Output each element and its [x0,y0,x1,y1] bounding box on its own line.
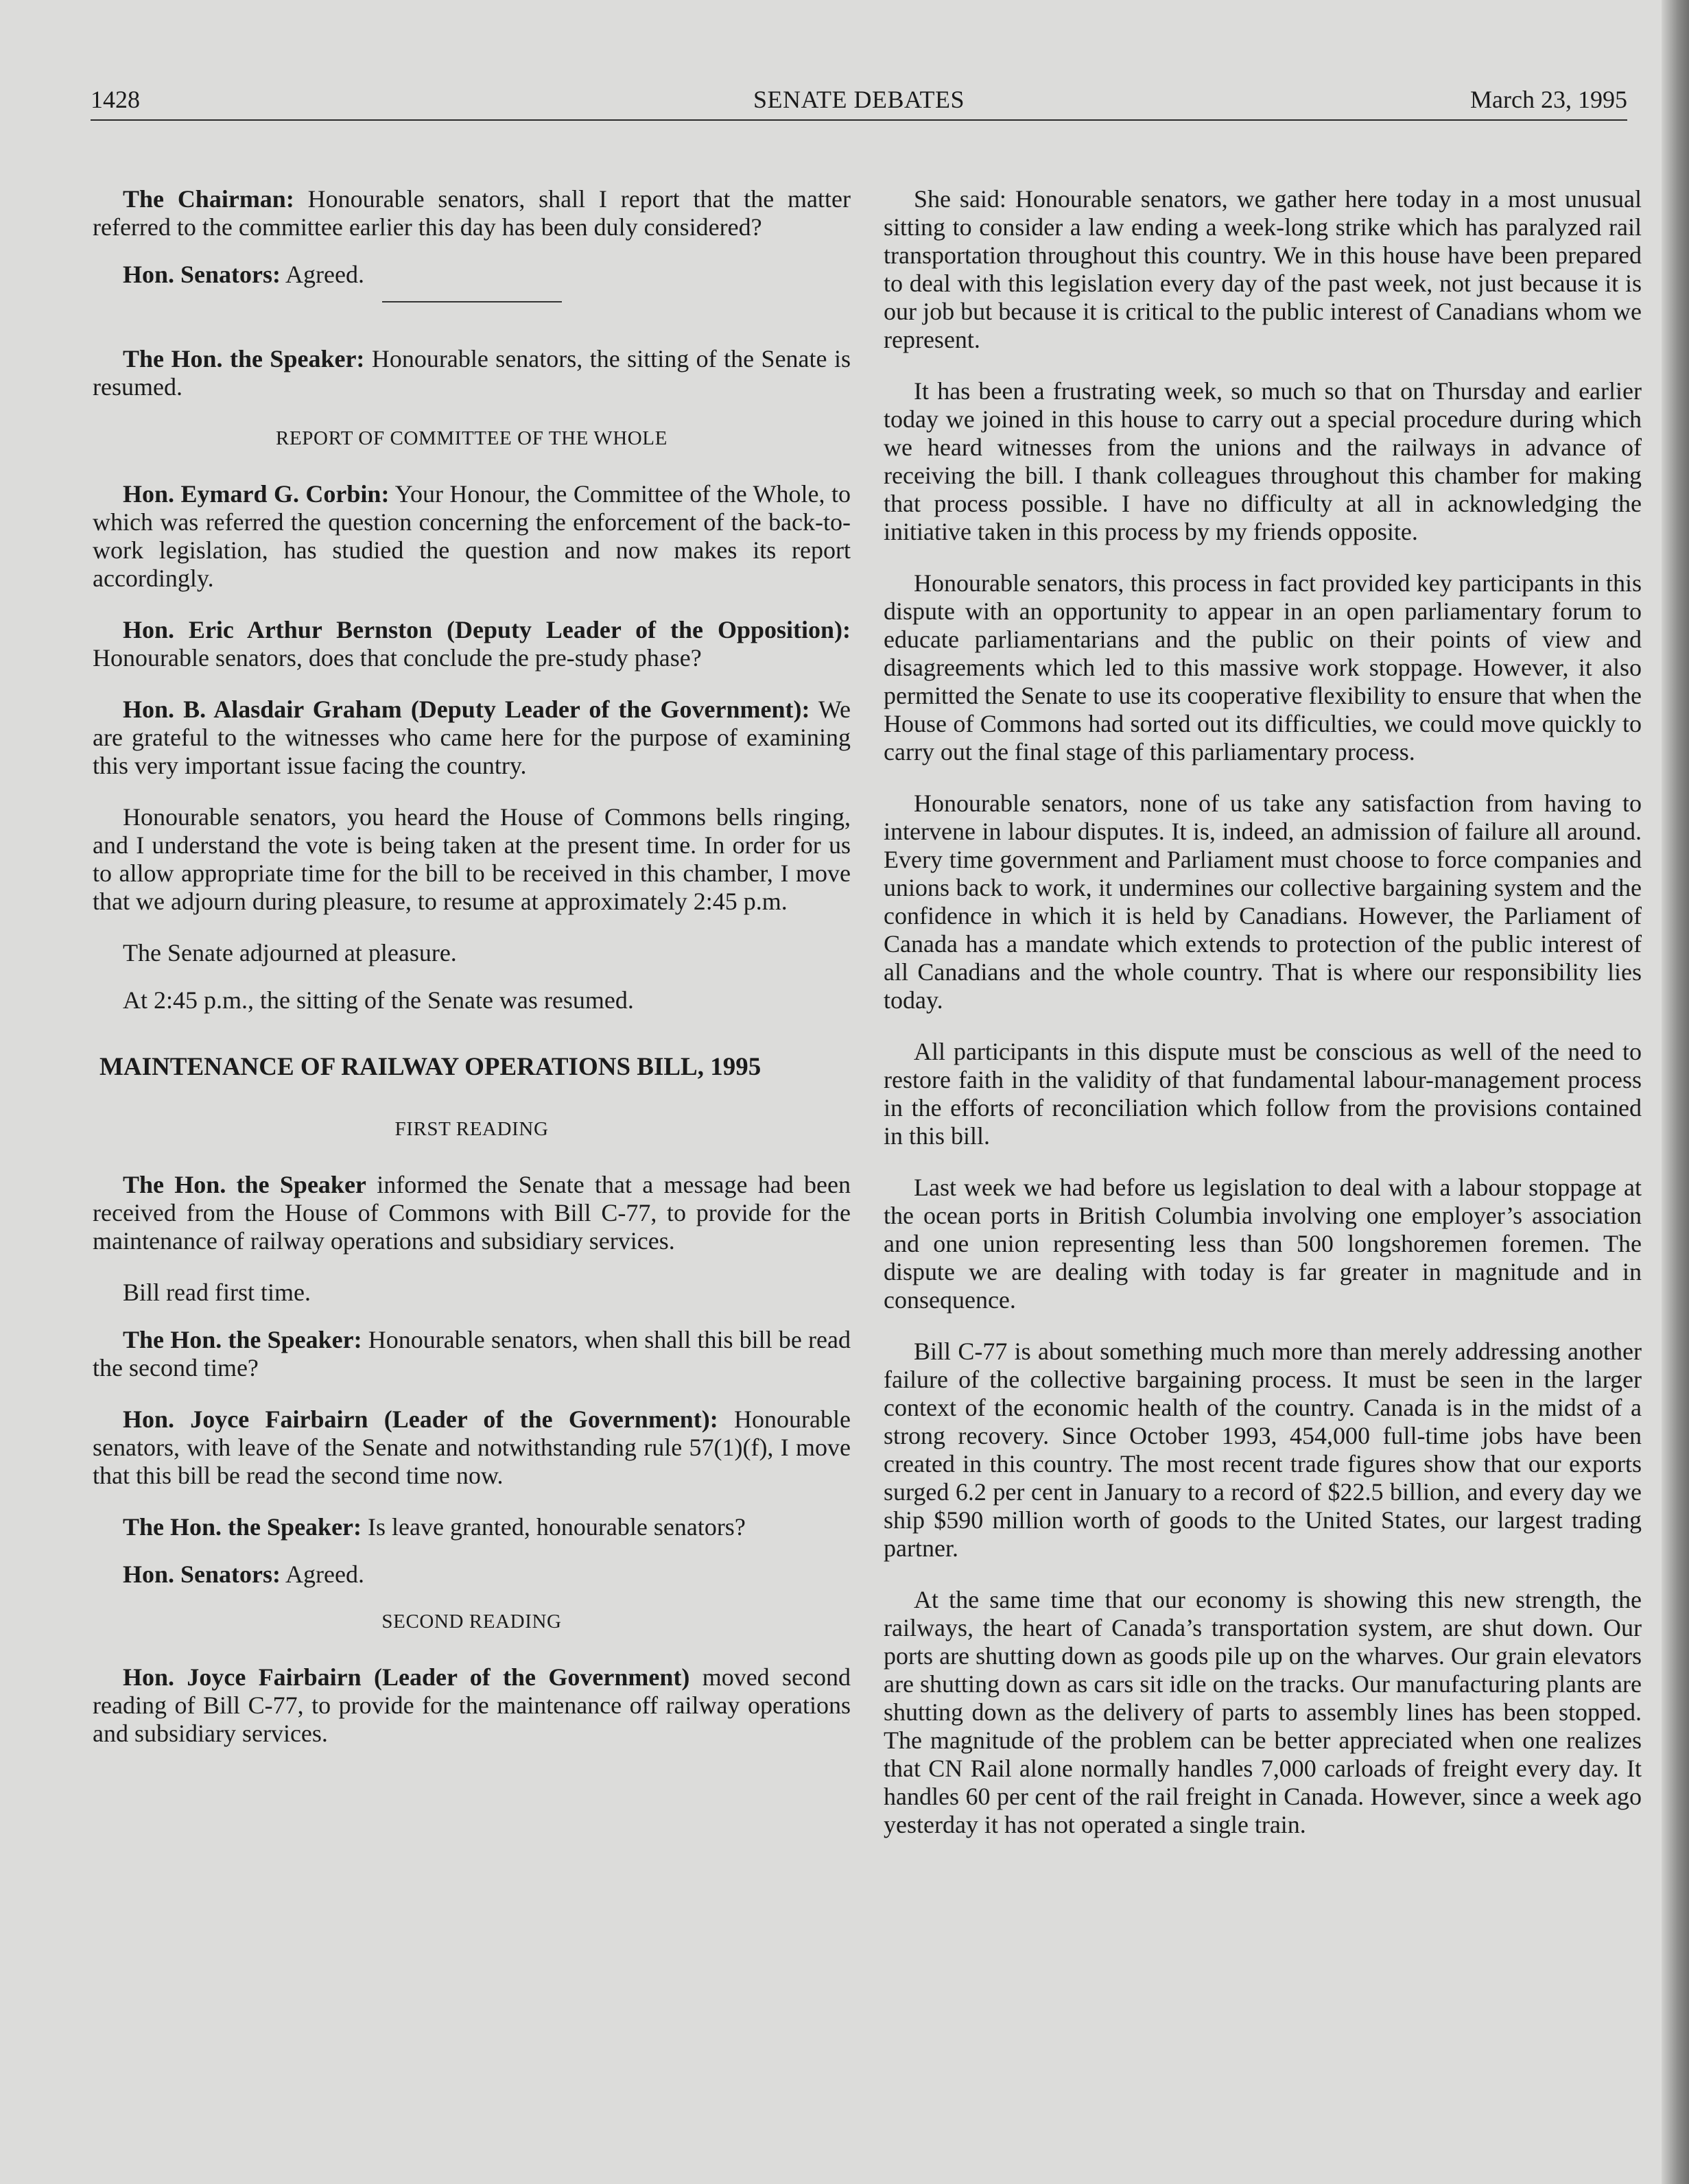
paragraph [93,616,851,672]
speaker-name: The Hon. the Speaker [123,1171,366,1198]
speaker-name: Hon. Eymard G. Corbin: [123,480,390,508]
speech-text: Honourable senators, with leave of the Senate and notwithstanding rule 57(1)(f), I move that this bill be read the second time now. [93,1405,851,1489]
speaker-name: Hon. Senators: [123,1560,281,1588]
speech-text: Agreed. [281,1560,364,1588]
paragraph [93,480,851,593]
paragraph [93,1663,851,1748]
paragraph: At the same time that our economy is showing this new strength, the railways, the heart of Canada’s transportation system, are shut down. Our ports are shutting down as goods pile up on the wharves. Our grain elevators are shutting down as cars sit idle on the tracks. Our manufacturing plants are shutting down as the delivery of parts to assembly lines has been stopped. The magnitude of the problem can be better appreciated when one realizes that CN Rail alone normally handles 7,000 carloads of freight every day. It handles 60 per cent of the rail freight in Canada. However, since a week ago yesterday it has not operated a single train. [884,1586,1642,1838]
speech-text: Honourable senators, when shall this bill be read the second time? [93,1326,851,1381]
paragraph: All participants in this dispute must be conscious as well of the need to restore faith in the validity of that fundamental labour-management process in the efforts of reconciliation which follow from the provisions contained in this bill. [884,1038,1642,1150]
paragraph [93,1326,851,1382]
speech-text: Honourable senators, shall I report that the matter referred to the committee earlier this day has been duly considered? [93,185,851,241]
page-binding-edge [1662,0,1689,2184]
paragraph [93,696,851,780]
speech-text: moved second reading of Bill C-77, to provide for the maintenance off railway operations and subsidiary services. [93,1663,851,1747]
paragraph [93,1513,851,1541]
speech-text: Is leave granted, honourable senators? [362,1513,746,1541]
section-divider [382,301,562,302]
page-header [91,81,1627,121]
speech-text: Agreed. [281,261,364,288]
speech-text: Honourable senators, does that conclude the pre-study phase? [93,644,702,672]
paragraph: Last week we had before us legislation to deal with a labour stoppage at the ocean ports in British Columbia involving one employer’s association and one union representing less than 500 longshoremen foremen. The dispute we are dealing with today is far greater in magnitude and in consequence. [884,1174,1642,1314]
paragraph: Honourable senators, this process in fact provided key participants in this dispute with an opportunity to appear in an open parliamentary forum to educate parliamentarians and the public on their points of view and disagreements which led to this massive work stoppage. However, it also permitted the Senate to use its cooperative flexibility to ensure that when the House of Commons had sorted out its difficulties, we could move quickly to carry out the final stage of this parliamentary process. [884,569,1642,765]
speaker-name: The Hon. the Speaker: [123,1326,362,1353]
paragraph [93,1560,851,1589]
paragraph: The Senate adjourned at pleasure. [123,939,457,966]
page-number: 1428 [91,86,140,113]
speaker-name: The Hon. the Speaker: [123,1513,362,1541]
right-column [884,185,1642,1862]
speaker-name: The Chairman: [123,185,294,213]
paragraph [93,1405,851,1490]
paragraph [93,261,851,289]
page-date: March 23, 1995 [1470,86,1627,113]
section-title: MAINTENANCE OF RAILWAY OPERATIONS BILL, 1995 [99,1053,761,1081]
paragraph: Bill C-77 is about something much more than merely addressing another failure of the collective bargaining process. It must be seen in the larger context of the economic health of the country. Canada is in the midst of a strong recovery. Since October 1993, 454,000 full-time jobs have been created in this country. The most recent trade figures show that our exports surged 6.2 per cent in January to a record of $22.5 billion, and every day we ship $590 million worth of goods to the United States, our largest trading partner. [884,1338,1642,1562]
paragraph: Honourable senators, none of us take any satisfaction from having to intervene in labour disputes. It is, indeed, an admission of failure all around. Every time government and Parliament must choose to force companies and unions back to work, it undermines our collective bargaining system and the confidence in which it is held by Canadians. However, the Parliament of Canada has a mandate which extends to protection of the public interest of all Canadians and the whole country. That is where our responsibility lies today. [884,790,1642,1014]
subheading: REPORT OF COMMITTEE OF THE WHOLE [276,427,668,449]
speaker-name: The Hon. the Speaker: [123,345,365,372]
speaker-name: Hon. Joyce Fairbairn (Leader of the Government): [123,1405,718,1433]
paragraph [93,345,851,401]
speech-text: Your Honour, the Committee of the Whole, to which was referred the question concerning the enforcement of the back-to-work legislation, has studied the question and now makes its report accordingly. [93,480,851,592]
paragraph: It has been a frustrating week, so much so that on Thursday and earlier today we joined in this house to carry out a special procedure during which we heard witnesses from the unions and the railways in advance of receiving the bill. I thank colleagues throughout this chamber for making that process possible. I have no difficulty at all in acknowledging the initiative taken in this process by my friends opposite. [884,377,1642,545]
speaker-name: Hon. Senators: [123,261,281,288]
paragraph: Bill read first time. [123,1279,311,1306]
speech-text: We are grateful to the witnesses who came here for the purpose of examining this very important issue facing the country. [93,696,851,779]
paragraph [93,185,851,241]
speaker-name: Hon. Eric Arthur Bernston (Deputy Leader of the Opposition): [123,616,851,643]
speech-text: informed the Senate that a message had been received from the House of Commons with Bill C-77, to provide for the maintenance of railway operations and subsidiary services. [93,1171,851,1255]
paragraph: She said: Honourable senators, we gather here today in a most unusual sitting to consider a law ending a week-long strike which has paralyzed rail transportation throughout this country. We in this house have been prepared to deal with this legislation every day of the past week, not just because it is our job but because it is critical to the public interest of Canadians whom we represent. [884,185,1642,353]
paragraph [93,1171,851,1255]
subheading: FIRST READING [394,1118,549,1140]
speech-text: Honourable senators, the sitting of the Senate is resumed. [93,345,851,401]
speaker-name: Hon. Joyce Fairbairn (Leader of the Government) [123,1663,690,1691]
subheading: SECOND READING [381,1611,562,1633]
speaker-name: Hon. B. Alasdair Graham (Deputy Leader of the Government): [123,696,810,723]
left-column [93,185,851,1771]
paragraph: Honourable senators, you heard the House of Commons bells ringing, and I understand the vote is being taken at the present time. In order for us to allow appropriate time for the bill to be received in this chamber, I move that we adjourn during pleasure, to resume at approximately 2:45 p.m. [93,803,851,915]
paragraph: At 2:45 p.m., the sitting of the Senate was resumed. [123,986,634,1014]
publication-title: SENATE DEBATES [753,86,965,113]
